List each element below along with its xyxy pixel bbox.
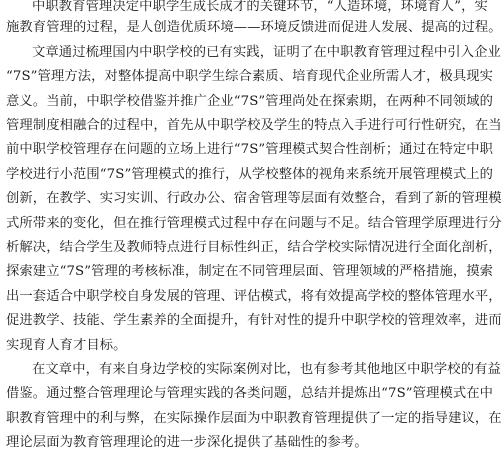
text-line-4: “7S”管理方法，对整体提高中职学生综合素质、培育现代企业所需人才，极具现实 <box>6 69 494 84</box>
text-line-9: 创新，在教学、实习实训、行政办公、宿舍管理等层面有效整合，看到了新的管理模 <box>6 191 502 206</box>
text-line-16: 在文章中，有来自身边学校的实际案例对比，也有参考其他地区中职学校的有益 <box>32 362 501 377</box>
text-line-6: 管理制度相融合的过程中，首先从中职学校及学生的特点入手进行可行性研究，在当 <box>6 118 502 133</box>
text-line-8: 学校进行小范围“7S”管理模式的推行，从学校整体的视角来系统开展管理模式上的 <box>6 167 494 182</box>
text-line-5: 意义。当前，中职学校借鉴并推广企业“7S”管理尚处在探索期，在两种不同领域的 <box>6 94 494 109</box>
text-line-15: 实现育人育才目标。 <box>6 338 127 353</box>
text-line-19: 理论层面为教育管理理论的进一步深化提供了基础性的参考。 <box>6 435 368 450</box>
text-line-1: 中职教育管理决定中职学生成长成才的关键环节，“人造环境，环境育人”，实 <box>32 0 488 14</box>
text-line-12: 探索建立“7S”管理的考核标准，制定在不同管理层面、管理领域的严格措施，摸索 <box>6 264 494 279</box>
text-line-11: 析解决，结合学生及教师特点进行目标性纠正，结合学校实际情况进行全面化剖析， <box>6 240 502 255</box>
text-line-13: 出一套适合中职学校自身发展的管理、评估模式，将有效提高学校的整体管理水平， <box>6 289 502 304</box>
text-line-10: 式所带来的变化，但在推行管理模式过程中存在问题与不足。结合管理学原理进行分 <box>6 216 502 231</box>
text-line-3: 文章通过梳理国内中职学校的已有实践，证明了在中职教育管理过程中引入企业 <box>32 45 501 60</box>
text-line-17: 借鉴。通过整合管理理论与管理实践的各类问题，总结并提炼出“7S”管理模式在中 <box>6 386 494 401</box>
text-line-18: 职教育管理中的利与弊，在实际操作层面为中职教育管理提供了一定的指导建议，在 <box>6 411 502 426</box>
text-line-2: 施教育管理的过程，是人创造优质环境——环境反馈进而促进人发展、提高的过程。 <box>6 20 502 35</box>
text-line-14: 促进教学、技能、学生素养的全面提升，有针对性的提升中职学校的管理效率，进而 <box>6 313 502 328</box>
text-line-7: 前中职学校管理存在问题的立场上进行“7S”管理模式契合性剖析；通过在特定中职 <box>6 142 494 157</box>
